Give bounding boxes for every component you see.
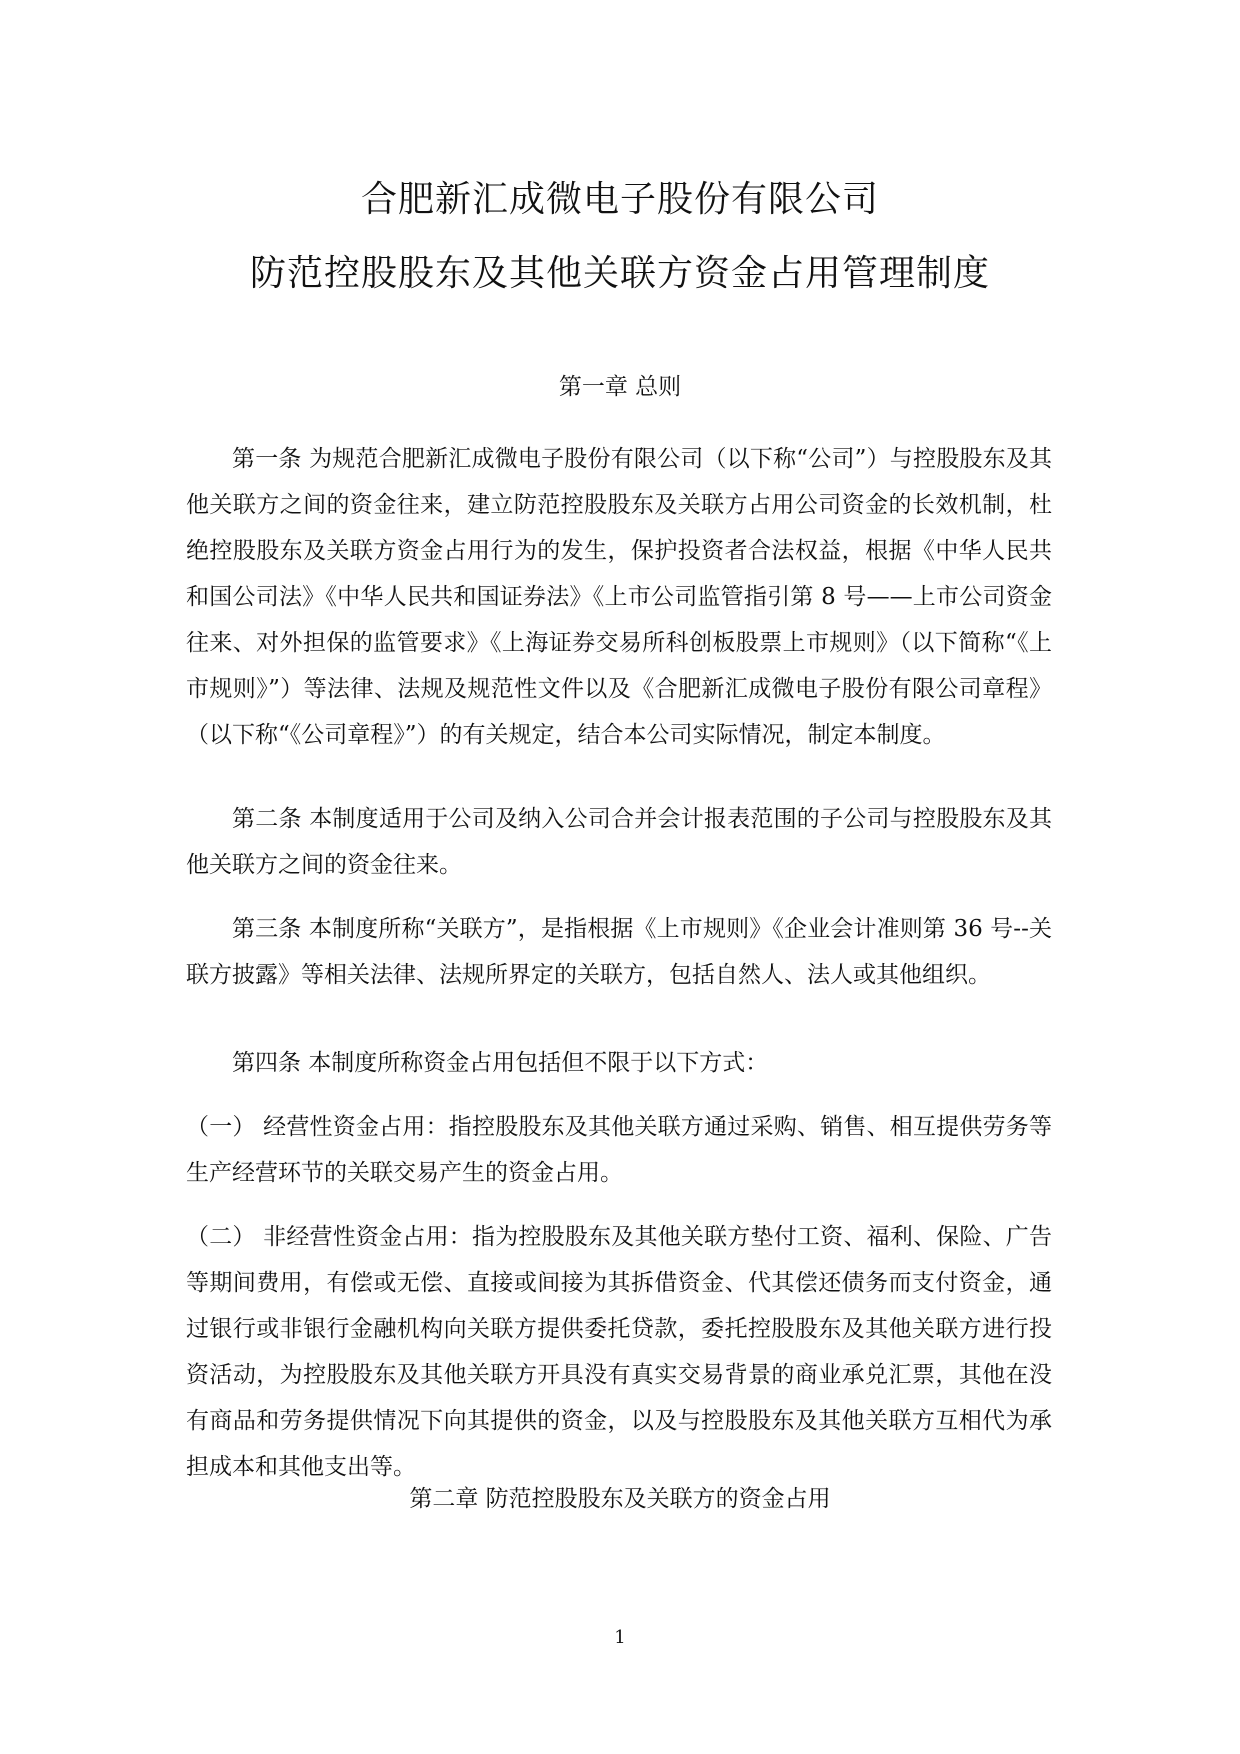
document-title-policy: 防范控股股东及其他关联方资金占用管理制度 xyxy=(249,253,990,294)
article-4-item-2: （二） 非经营性资金占用：指为控股股东及其他关联方垫付工资、福利、保险、广告等期间费用，有偿或无偿、直接或间接为其拆借资金、代其偿还债务而支付资金，通过银行或非银行金融机构向关联方提供委托贷款，委托控股股东及其他关联方进行投资活动，为控股股东及其他关联方开具没有真实交易背景的商业承兑汇票，其他在没有商品和劳务提供情况下向其提供的资金，以及与控股股东及其他关联方互相代为承担成本和其他支出等。 xyxy=(186,1224,1052,1480)
document-title-company: 合肥新汇成微电子股份有限公司 xyxy=(360,179,879,220)
article-4-item-1: （一） 经营性资金占用：指控股股东及其他关联方通过采购、销售、相互提供劳务等生产经营环节的关联交易产生的资金占用。 xyxy=(186,1114,1052,1186)
page-number: 1 xyxy=(614,1627,626,1648)
article-3: 第三条 本制度所称“关联方”，是指根据《上市规则》《企业会计准则第 36 号--关联方披露》等相关法律、法规所界定的关联方，包括自然人、法人或其他组织。 xyxy=(186,916,1052,988)
article-4: 第四条 本制度所称资金占用包括但不限于以下方式： xyxy=(232,1050,769,1076)
article-1: 第一条 为规范合肥新汇成微电子股份有限公司（以下称“公司”）与控股股东及其他关联方之间的资金往来，建立防范控股股东及关联方占用公司资金的长效机制，杜绝控股股东及关联方资金占用行为的发生，保护投资者合法权益，根据《中华人民共和国公司法》《中华人民共和国证券法》《上市公司监管指引第 8 号——上市公司资金往来、对外担保的监管要求》《上海证券交易所科创板股票上市规则》（以下简称“《上市规则》”）等法律、法规及规范性文件以及《合肥新汇成微电子股份有限公司章程》（以下称“《公司章程》”）的有关规定，结合本公司实际情况，制定本制度。 xyxy=(186,446,1052,748)
article-2: 第二条 本制度适用于公司及纳入公司合并会计报表范围的子公司与控股股东及其他关联方之间的资金往来。 xyxy=(186,806,1052,878)
chapter-2-heading: 第二章 防范控股股东及关联方的资金占用 xyxy=(409,1486,831,1512)
chapter-1-heading: 第一章 总则 xyxy=(558,374,682,400)
